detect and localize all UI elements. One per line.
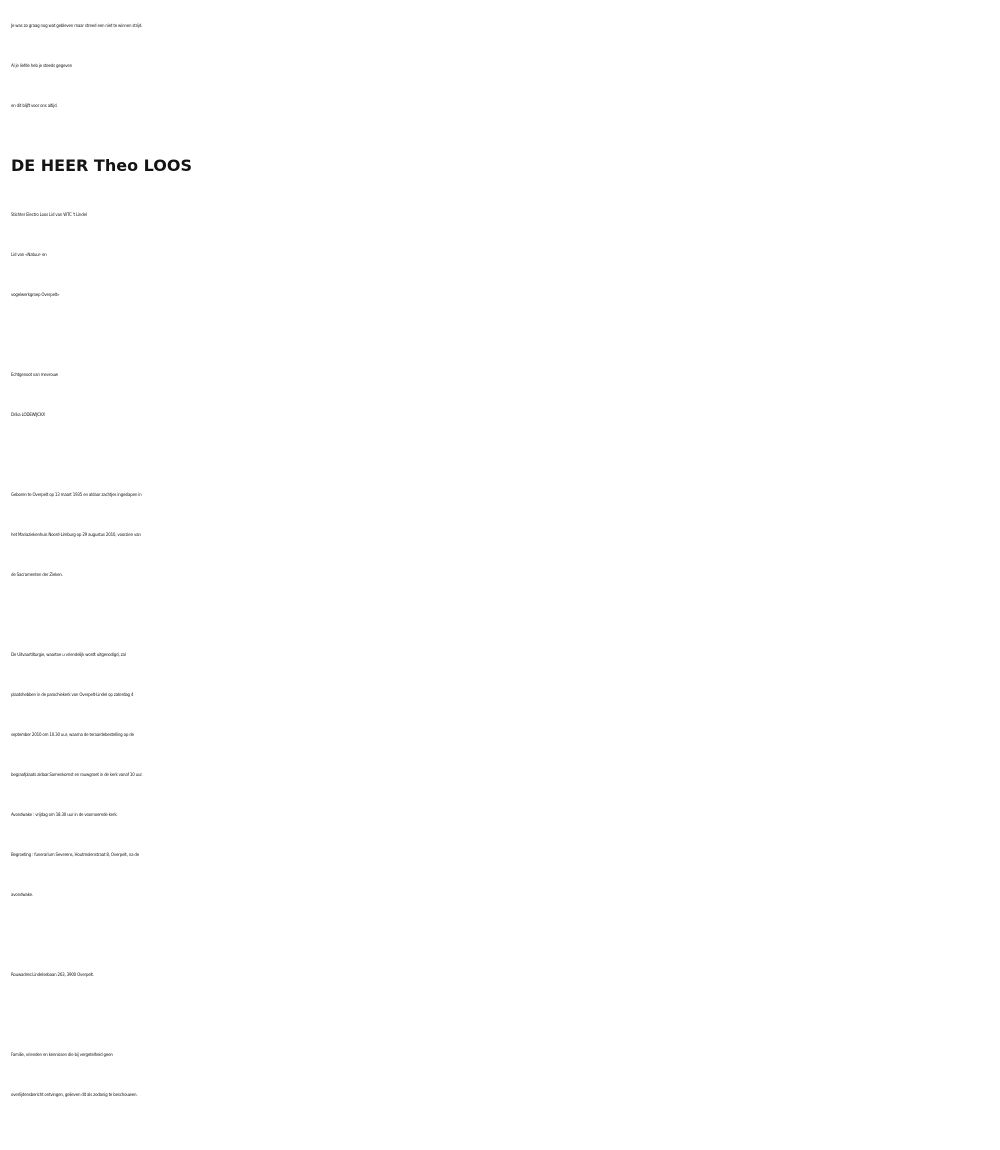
funeral-line-1: De Uitvaartliturgie, waartoe u vriendelijk wordt uitgenodigd, zal [11,652,126,657]
spouse-line-2: Drika LODEWIJCKX [11,412,45,417]
birth-death-line-2: het Mariaziekenhuis Noord-Limburg op 29 augustus 2010, voorzien van [11,532,141,537]
obituary-document [11,6,996,1115]
poem [11,6,996,126]
poem-line-2: Al je liefde heb je steeds gegeven [11,63,73,68]
birth-death-line-1: Geboren te Overpelt op 13 maart 1935 en aldaar zachtjes ingeslapen in [11,492,142,497]
notice-line-1: Familie, vrienden en kennissen die bij vergetelheid geen [11,1052,113,1057]
poem-line-3: en dit blijft voor ons altijd. [11,103,58,108]
poem-line-1: Je was zo graag nog wat gebleven maar streed een niet te winnen strijd. [11,23,143,28]
role-line-2: Lid van «Natuur- en [11,252,47,257]
funeral-line-7: avondwake. [11,892,33,897]
funeral-line-5: Avondwake : vrijdag om 18.30 uur in de voornoemde kerk. [11,812,118,817]
spacer [11,915,996,955]
deceased-roles [11,195,996,315]
birth-death-line-3: de Sacramenten der Zieken. [11,572,63,577]
funeral-line-6: Begroeting : funerarium Severens, Houtmolenstraat 8, Overpelt, na de [11,852,139,857]
spacer [11,595,996,635]
notice-section [11,1035,996,1115]
spacer [11,315,996,355]
birth-death-section [11,475,996,595]
funeral-section [11,635,996,915]
spouse-line-1: Echtgenoot van mevrouw [11,372,58,377]
address-line: Rouwadres:Lindelsebaan 263, 3900 Overpelt. [11,972,94,977]
notice-line-2: overlijdensbericht ontvingen, gelieven dit als zodanig te beschouwen. [11,1092,138,1097]
role-line-3: vogelwerkgroep Overpelt» [11,292,60,297]
deceased-name-title: DE HEER Theo LOOS [11,156,192,175]
funeral-line-3: september 2010 om 10.30 uur, waarna de teraardebestelling op de [11,732,134,737]
address-section [11,955,996,995]
spouse-section [11,355,996,435]
spacer [11,435,996,475]
role-line-1: Stichter Electro Loos Lid van WTC 't Lindel [11,212,87,217]
funeral-line-4: begraafplaats aldaar.Samenkomst en rouwgroet in de kerk vanaf 10 uur. [11,772,143,777]
funeral-line-2: plaatshebben in de parochiekerk van Overpelt-Lindel op zaterdag 4 [11,692,134,697]
spacer [11,995,996,1035]
